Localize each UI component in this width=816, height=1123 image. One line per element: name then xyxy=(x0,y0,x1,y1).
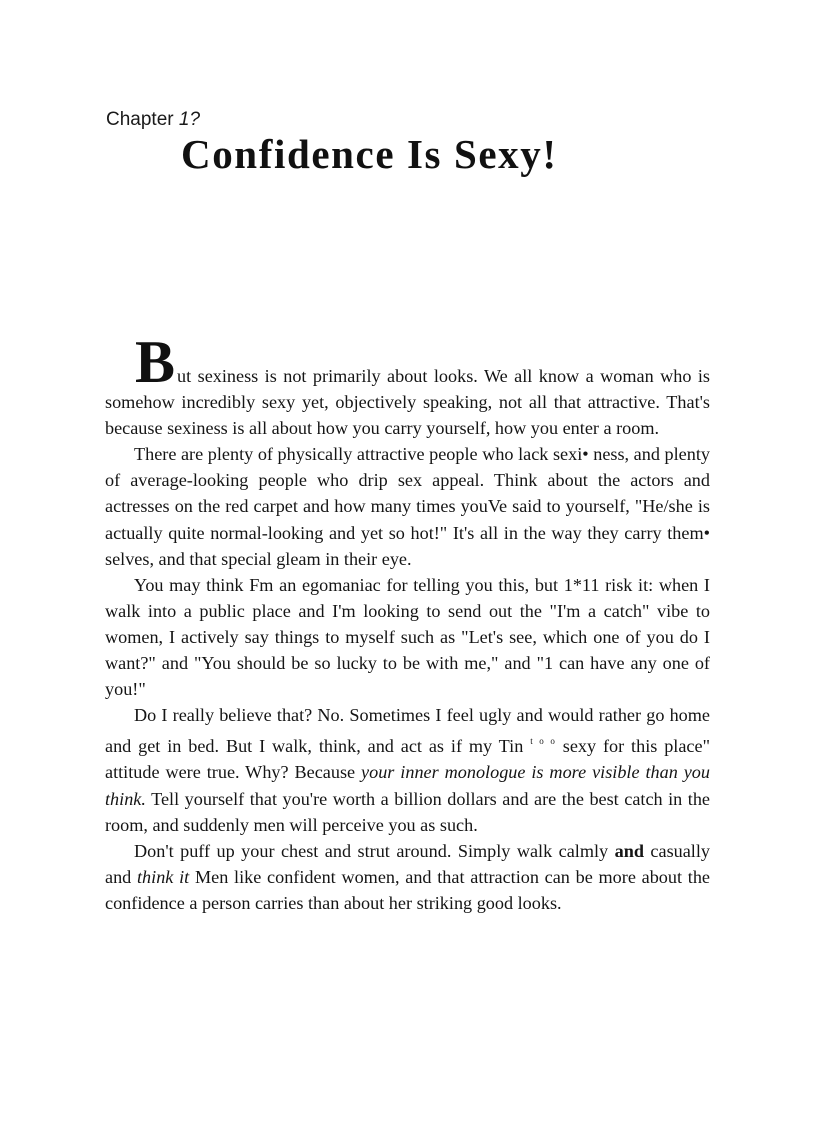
paragraph-5-bold: and xyxy=(614,840,644,861)
paragraph-5-text-a: Don't puff up your chest and strut around. Simply walk calmly xyxy=(134,840,609,861)
chapter-number: 1? xyxy=(178,109,201,130)
paragraph-4 xyxy=(105,702,710,837)
paragraph-5-text-b: casually and xyxy=(105,840,711,887)
paragraph-4-text-c: Tell yourself that you're worth a billion dollars and are the best catch in the room, and suddenly men will perceive you as such. xyxy=(105,788,710,835)
paragraph-4-text-a: Do I really believe that? No. Sometimes I feel ugly and would rather go home and get in bed. But I walk, think, and act as if my Tin xyxy=(105,705,710,757)
paragraph-5-italic: think it xyxy=(137,866,190,887)
paragraph-4-superscript: t o o xyxy=(530,736,556,747)
chapter-title: Confidence Is Sexy! xyxy=(181,131,558,177)
chapter-word: Chapter xyxy=(106,109,174,130)
paragraph-5-text-c: Men like confident women, and that attraction can be more about the confidence a person carries than about her striking good looks. xyxy=(105,866,710,913)
paragraph-4-italic: your inner monologue is more visible than you think. xyxy=(105,762,710,809)
paragraph-3: You may think Fm an egomaniac for telling you this, but 1*11 risk it: when I walk into a public place and I'm looking to send out the "I'm a catch" vibe to women, I actively say things to myself such as "Let's see, which one of you do I want?" and "You should be so lucky to be with me," and "1 can have any one of you!" xyxy=(105,574,710,700)
chapter-label xyxy=(106,109,200,131)
paragraph-2: There are plenty of physically attractive people who lack sexi• ness, and plenty of average-looking people who drip sex appeal. Think about the actors and actresses on the red carpet and how many times youVe said to yourself, "He/she is actually quite normal-looking and yet so hot!" It's all in the way they carry them• selves, and that special gleam in their eye. xyxy=(105,444,710,569)
paragraph-1 xyxy=(105,329,710,441)
paragraph-4-text-b: sexy for this place" attitude were true. Why? Because xyxy=(105,736,711,783)
paragraph-1-text: ut sexiness is not primarily about looks. We all know a woman who is somehow incredibly sexy yet, objectively speaking, not all that attractive. That's because sexiness is all about how you carry yourself, how you enter a room. xyxy=(105,366,710,439)
paragraph-5 xyxy=(105,838,710,916)
chapter-body xyxy=(105,329,711,916)
drop-cap: B xyxy=(135,329,176,395)
